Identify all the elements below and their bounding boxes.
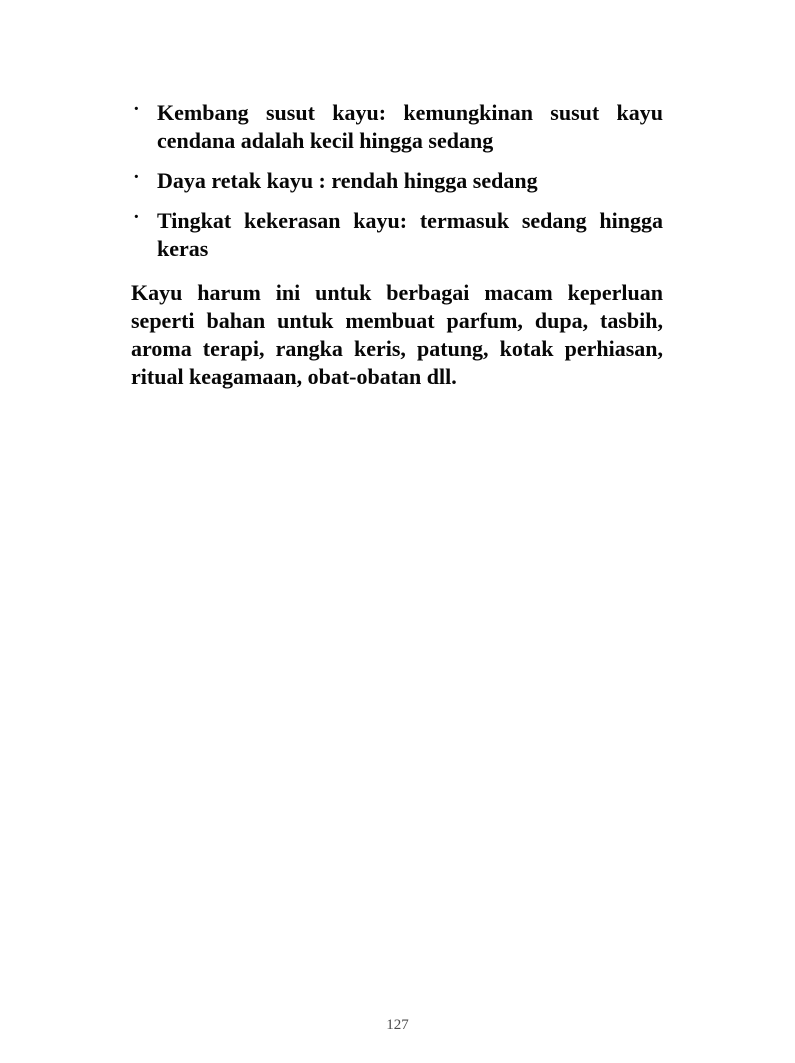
bullet-text	[157, 207, 663, 263]
bullet-list	[131, 99, 663, 263]
bullet-line: Tingkat kekerasan kayu: termasuk sedang hingga	[157, 208, 663, 233]
bullet-item-kembang-susut	[131, 99, 663, 155]
bullet-icon: ·	[133, 206, 140, 228]
bullet-line: Kembang susut kayu: kemungkinan susut kayu	[157, 100, 663, 125]
bullet-icon: ·	[133, 166, 140, 188]
bullet-text	[157, 99, 663, 155]
bullet-text	[157, 167, 663, 195]
bullet-item-tingkat-kekerasan	[131, 207, 663, 263]
paragraph-line: ritual keagamaan, obat-obatan dll.	[131, 364, 457, 389]
page-number: 127	[386, 1017, 409, 1033]
bullet-line: keras	[157, 236, 209, 261]
bullet-icon: ·	[133, 98, 140, 120]
body-paragraph	[131, 279, 663, 391]
bullet-line: Daya retak kayu : rendah hingga sedang	[157, 168, 538, 193]
paragraph-line: aroma terapi, rangka keris, patung, kotak perhiasan,	[131, 336, 663, 361]
paragraph-line: seperti bahan untuk membuat parfum, dupa, tasbih,	[131, 308, 663, 333]
bullet-line: cendana adalah kecil hingga sedang	[157, 128, 494, 153]
paragraph-line: Kayu harum ini untuk berbagai macam keperluan	[131, 280, 663, 305]
bullet-item-daya-retak	[131, 167, 663, 195]
page-content	[131, 99, 663, 391]
